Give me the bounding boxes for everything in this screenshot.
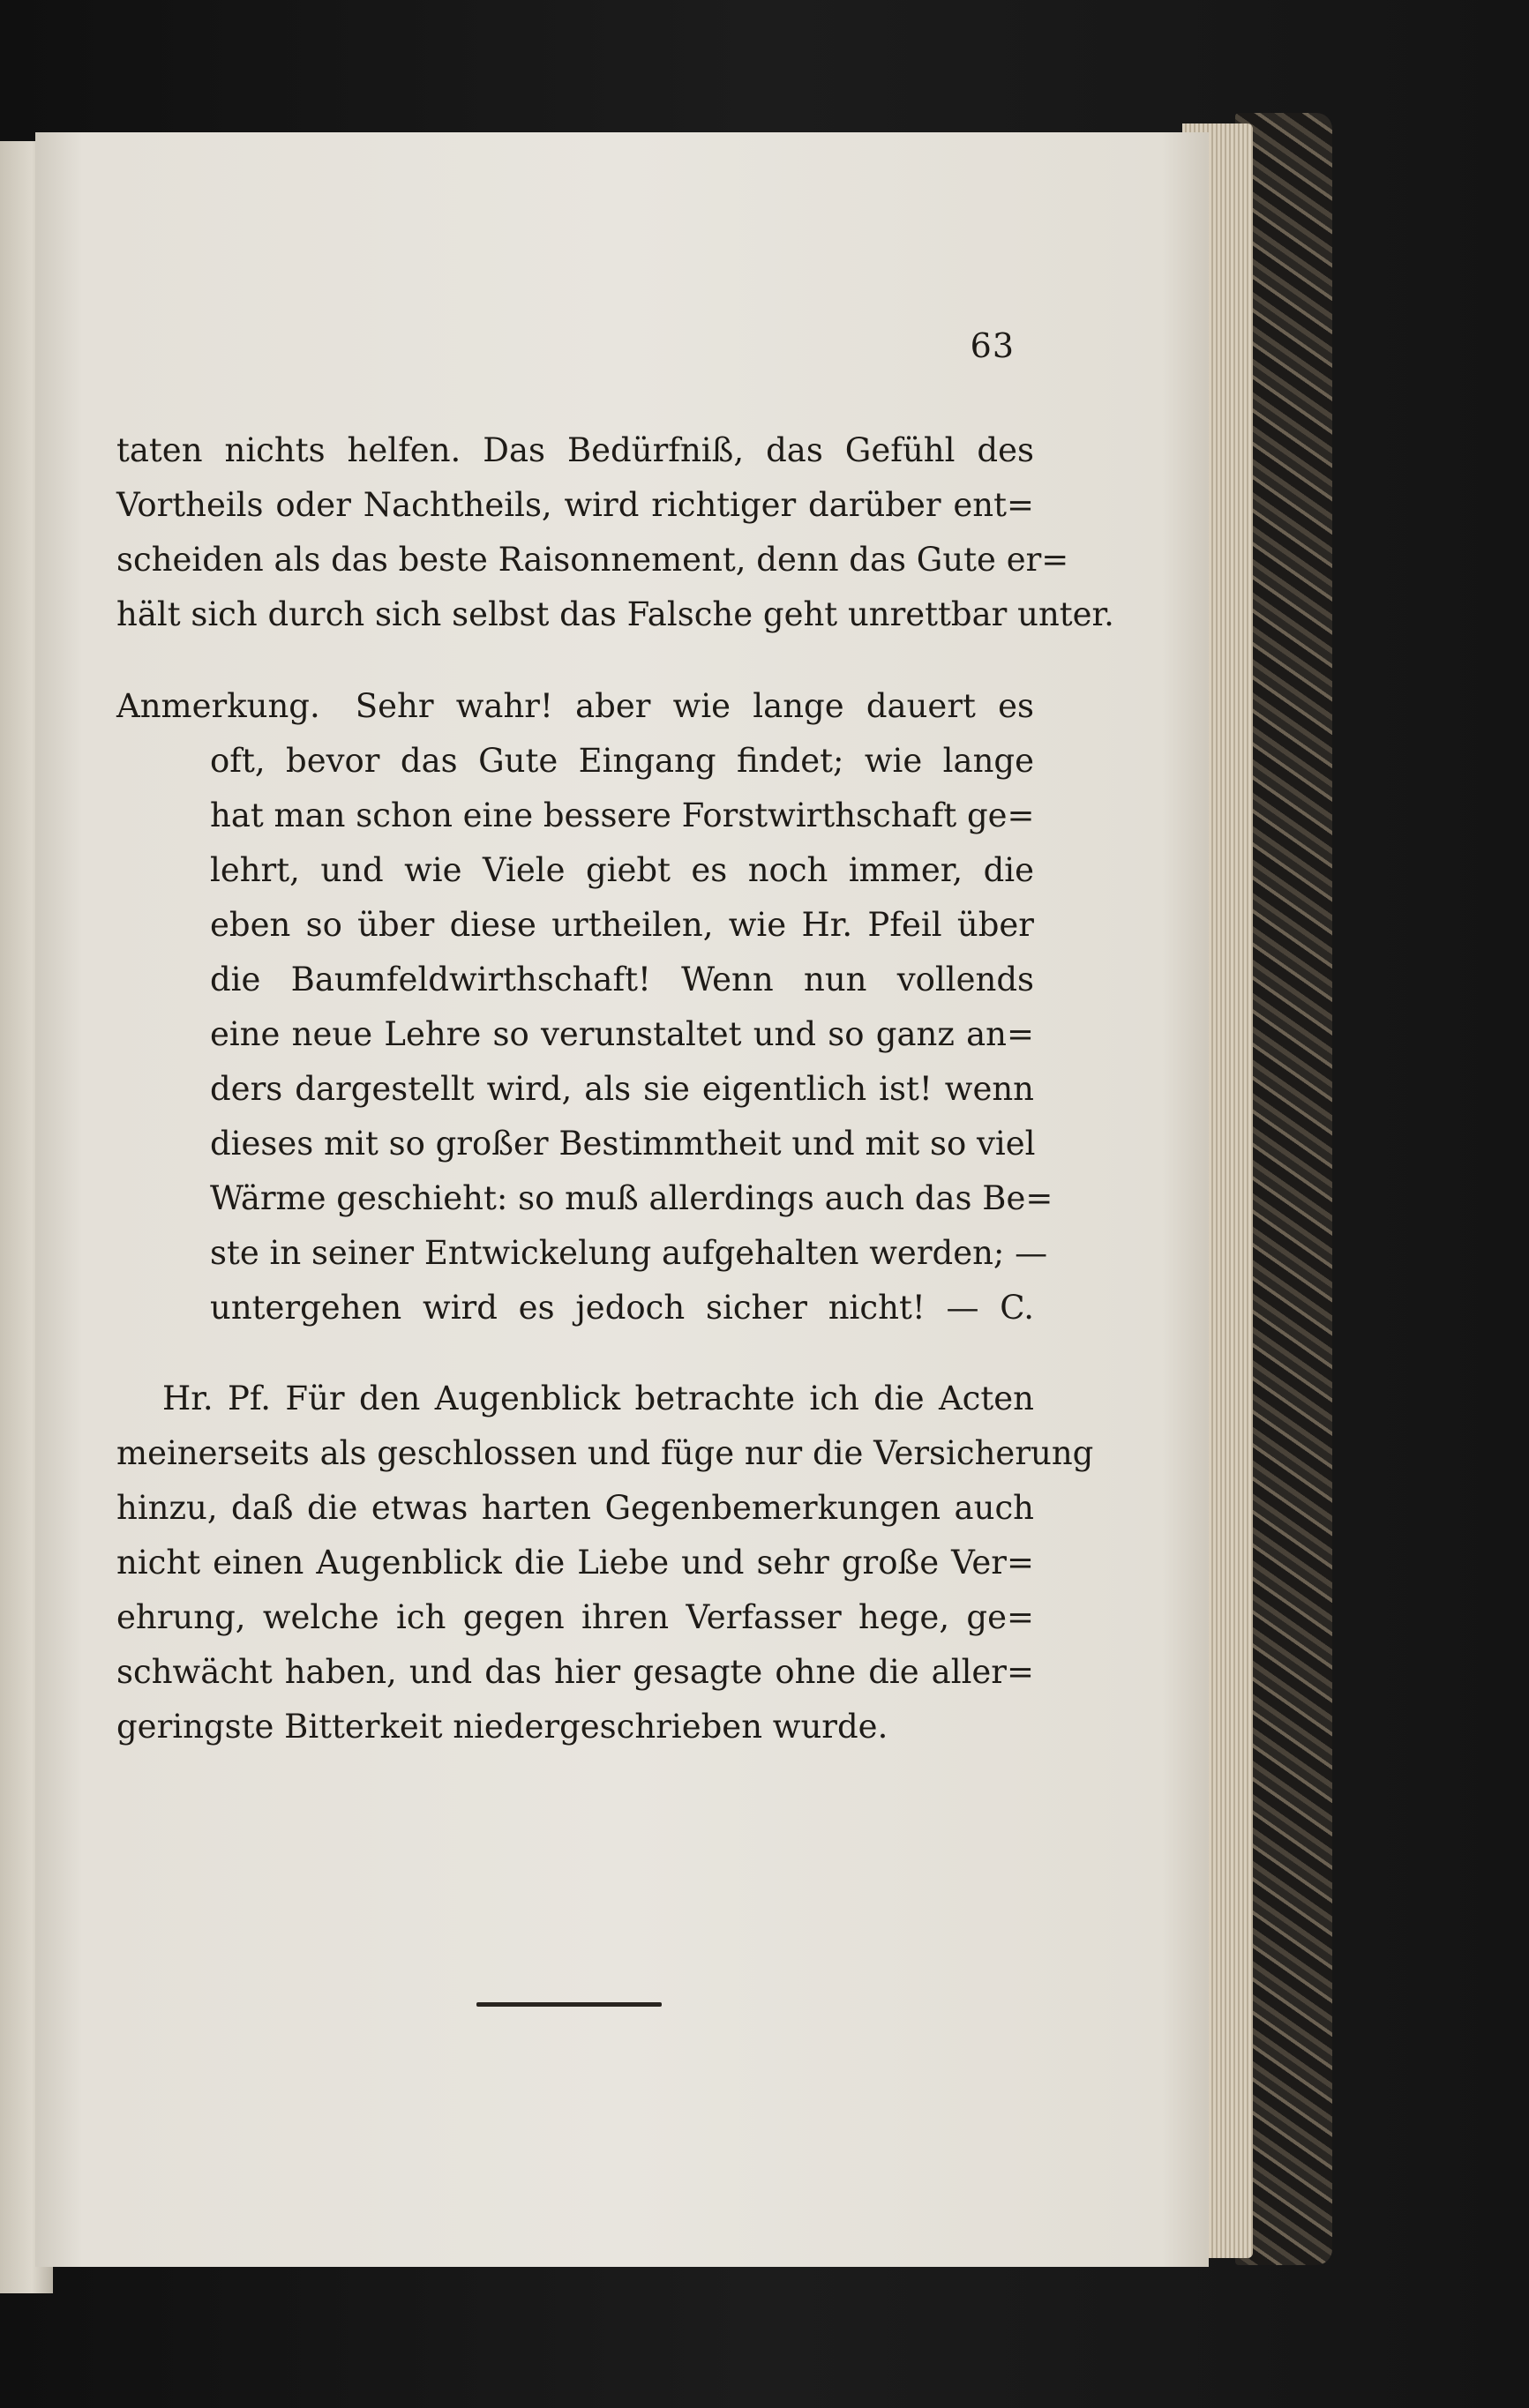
annotation-note (116, 679, 1053, 1335)
closing-rule (476, 2002, 662, 2007)
text-line: ehrung, welche ich gegen ihren Verfasser hege, ge= (116, 1598, 1034, 1636)
book-page (35, 132, 1209, 2267)
note-line: eben so über diese urtheilen, wie Hr. Pfeil über (210, 906, 1034, 944)
note-line: oft, bevor das Gute Eingang findet; wie lange (210, 742, 1034, 780)
text-line: schwächt haben, und das hier gesagte ohne die aller= (116, 1653, 1034, 1691)
note-line: ders dargestellt wird, als sie eigentlich ist! wenn (210, 1070, 1034, 1108)
note-line: hat man schon eine bessere Forstwirthschaft ge= (210, 796, 1035, 834)
note-line: lehrt, und wie Viele giebt es noch immer, die (210, 851, 1034, 889)
note-line: Sehr wahr! aber wie lange dauert es (355, 687, 1034, 725)
text-line: scheiden als das beste Raisonnement, denn das Gute er= (116, 541, 1069, 579)
text-line: taten nichts helfen. Das Bedürfniß, das Gefühl des (116, 431, 1034, 469)
note-line: die Baumfeldwirthschaft! Wenn nun vollends (210, 961, 1034, 998)
note-line: dieses mit so großer Bestimmtheit und mit so viel (210, 1125, 1036, 1163)
note-label: Anmerkung. (116, 687, 320, 725)
note-line: eine neue Lehre so verunstaltet und so ganz an= (210, 1015, 1034, 1053)
page-number: 63 (970, 326, 1015, 365)
note-line: untergehen wird es jedoch sicher nicht! — C. (210, 1289, 1034, 1327)
paragraph-1 (116, 423, 1114, 642)
paragraph-2 (116, 1372, 1094, 1754)
text-line: Vortheils oder Nachtheils, wird richtiger darüber ent= (116, 486, 1034, 524)
text-line: hält sich durch sich selbst das Falsche geht unrettbar unter. (116, 595, 1114, 633)
text-line: meinerseits als geschlossen und füge nur die Versicherung (116, 1434, 1094, 1472)
note-line: Wärme geschieht: so muß allerdings auch das Be= (210, 1179, 1053, 1217)
text-line: Hr. Pf. Für den Augenblick betrachte ich die Acten (162, 1380, 1034, 1417)
note-line: ste in seiner Entwickelung aufgehalten werden; — (210, 1234, 1048, 1272)
text-line: geringste Bitterkeit niedergeschrieben wurde. (116, 1708, 888, 1746)
text-line: hinzu, daß die etwas harten Gegenbemerkungen auch (116, 1489, 1034, 1527)
note-first-line (116, 679, 1034, 734)
text-line: nicht einen Augenblick die Liebe und sehr große Ver= (116, 1544, 1034, 1582)
